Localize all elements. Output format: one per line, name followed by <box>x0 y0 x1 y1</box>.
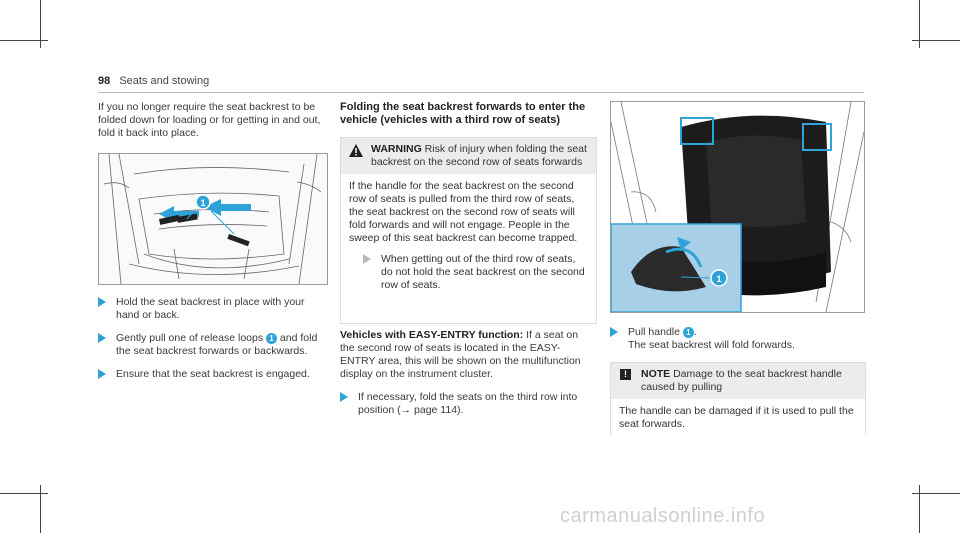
callout-badge: 1 <box>266 333 277 344</box>
middle-heading <box>340 101 595 127</box>
step-text: Pull handle <box>628 326 683 338</box>
step-arrow-icon <box>610 327 618 337</box>
step-text: . <box>693 326 697 338</box>
easy-entry-body: If a seat on the second row of seats is located in the EASY-ENTRY area, this will be shown on the multifunction display on the instrument cluster. <box>340 329 581 380</box>
easy-entry-label: Vehicles with EASY-ENTRY function: <box>340 329 524 341</box>
step-text: Gently pull one of release loops <box>116 332 267 344</box>
warning-step-text: When getting out of the third row of seats, do not hold the seat backrest on the second row of seats. <box>381 253 585 291</box>
section-heading: Folding the seat backrest forwards to enter the vehicle (vehicles with a third row of seats) <box>340 101 586 126</box>
note-body <box>611 399 865 437</box>
left-column <box>98 101 326 140</box>
page-number: 98 <box>98 75 111 87</box>
warning-text: If the handle for the seat backrest on the second row of seats is pulled from the third row of seats, the seat backrest on the second row of seats will fold forwards and will not engage. People in the sweep of this seat backrest can become trapped. <box>349 180 578 244</box>
figure-callout: 1 <box>716 274 722 284</box>
crop-mark <box>912 40 960 41</box>
header-rule <box>98 92 864 93</box>
note-title: Damage to the seat backrest handle caused by pulling <box>641 368 842 393</box>
step-engage <box>98 368 326 381</box>
note-header <box>611 363 865 399</box>
figure-callout: 1 <box>200 198 206 208</box>
step-text: and fold the seat backrest forwards or backwards. <box>116 332 318 357</box>
section-title: Seats and stowing <box>119 75 210 87</box>
page-header <box>98 75 209 87</box>
step-pull-loop <box>98 332 326 358</box>
note-text: The handle can be damaged if it is used to pull the seat forwards. <box>619 405 854 430</box>
step-arrow-icon <box>98 333 106 343</box>
warning-title: Risk of injury when folding the seat backrest on the second row of seats forwards <box>371 143 587 168</box>
note-box <box>610 362 866 435</box>
step-arrow-icon <box>98 369 106 379</box>
crop-mark <box>912 493 960 494</box>
step-text: Hold the seat backrest in place with your hand or back. <box>116 296 305 321</box>
right-step <box>610 326 864 352</box>
exclamation-icon: ! <box>620 369 631 380</box>
step-text: Ensure that the seat backrest is engaged. <box>116 368 310 380</box>
warning-triangle-icon <box>349 144 363 157</box>
easy-entry-text <box>340 329 595 381</box>
intro-text: If you no longer require the seat backrest to be folded down for loading or for getting in and out, fold it back into place. <box>98 101 321 139</box>
step-arrow-icon <box>363 254 371 264</box>
step-hold <box>98 296 326 322</box>
step-fold-third-row <box>340 391 595 417</box>
step-arrow-icon <box>340 392 348 402</box>
step-result: The seat backrest will fold forwards. <box>628 339 795 351</box>
step-arrow-icon <box>98 297 106 307</box>
step-text: If necessary, fold the seats on the third row into position (→ page 114). <box>358 391 578 416</box>
rear-seat-illustration <box>611 102 864 312</box>
crop-mark <box>0 493 48 494</box>
step-pull-handle <box>610 326 864 352</box>
figure-seat-handle <box>610 101 865 313</box>
warning-body <box>341 174 596 292</box>
warning-label: WARNING <box>371 143 422 155</box>
easy-entry-section <box>340 329 595 417</box>
warning-header <box>341 138 596 174</box>
note-label: NOTE <box>641 368 671 380</box>
left-steps <box>98 296 326 381</box>
seat-illustration <box>99 154 327 284</box>
warning-box <box>340 137 597 324</box>
crop-mark <box>0 40 48 41</box>
warning-step <box>363 253 588 292</box>
callout-badge: 1 <box>683 327 694 338</box>
watermark-text: carmanualsonline.info <box>560 505 766 527</box>
figure-seat-release <box>98 153 328 285</box>
